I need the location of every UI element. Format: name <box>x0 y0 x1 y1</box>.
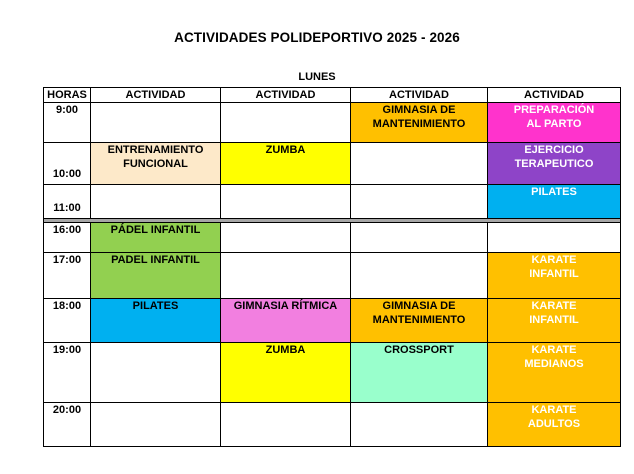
activity-cell: GIMNASIA DE MANTENIMIENTO <box>351 103 488 143</box>
activity-cell <box>221 253 351 299</box>
activity-cell: PILATES <box>91 299 221 343</box>
header-activity-1: ACTIVIDAD <box>91 88 221 103</box>
activity-cell <box>91 343 221 403</box>
activity-cell <box>351 253 488 299</box>
activity-cell: ZUMBA <box>221 343 351 403</box>
table-row <box>44 299 621 343</box>
hour-cell: 10:00 <box>44 143 91 185</box>
schedule-table <box>43 87 621 447</box>
activity-cell <box>91 403 221 447</box>
hour-cell: 18:00 <box>44 299 91 343</box>
activity-cell: GIMNASIA DE MANTENIMIENTO <box>351 299 488 343</box>
table-row <box>44 223 621 253</box>
header-row <box>44 88 621 103</box>
activity-cell <box>221 103 351 143</box>
activity-cell: KARATE INFANTIL <box>488 299 621 343</box>
header-activity-2: ACTIVIDAD <box>221 88 351 103</box>
activity-cell: PADEL INFANTIL <box>91 253 221 299</box>
header-activity-4: ACTIVIDAD <box>488 88 621 103</box>
activity-cell: PILATES <box>488 185 621 219</box>
hour-cell: 17:00 <box>44 253 91 299</box>
activity-cell <box>351 143 488 185</box>
day-label: LUNES <box>298 71 336 83</box>
hour-cell: 20:00 <box>44 403 91 447</box>
activity-cell: GIMNASIA RÍTMICA <box>221 299 351 343</box>
header-hours: HORAS <box>44 88 91 103</box>
table-row <box>44 253 621 299</box>
hour-cell: 9:00 <box>44 103 91 143</box>
hour-cell: 16:00 <box>44 223 91 253</box>
activity-cell <box>221 185 351 219</box>
header-activity-3: ACTIVIDAD <box>351 88 488 103</box>
activity-cell: KARATE MEDIANOS <box>488 343 621 403</box>
activity-cell: KARATE ADULTOS <box>488 403 621 447</box>
activity-cell <box>91 185 221 219</box>
hour-cell: 11:00 <box>44 185 91 219</box>
activity-cell: CROSSPORT <box>351 343 488 403</box>
table-row <box>44 103 621 143</box>
activity-cell <box>351 403 488 447</box>
activity-cell <box>91 103 221 143</box>
table-row <box>44 403 621 447</box>
activity-cell <box>221 403 351 447</box>
table-row <box>44 143 621 185</box>
activity-cell: KARATE INFANTIL <box>488 253 621 299</box>
page-title: ACTIVIDADES POLIDEPORTIVO 2025 - 2026 <box>174 30 460 45</box>
activity-cell: PÁDEL INFANTIL <box>91 223 221 253</box>
activity-cell <box>488 223 621 253</box>
activity-cell <box>351 185 488 219</box>
table-row <box>44 185 621 219</box>
table-row <box>44 343 621 403</box>
activity-cell: ZUMBA <box>221 143 351 185</box>
activity-cell: PREPARACIÓN AL PARTO <box>488 103 621 143</box>
activity-cell: ENTRENAMIENTO FUNCIONAL <box>91 143 221 185</box>
activity-cell <box>221 223 351 253</box>
hour-cell: 19:00 <box>44 343 91 403</box>
activity-cell: EJERCICIO TERAPEUTICO <box>488 143 621 185</box>
activity-cell <box>351 223 488 253</box>
